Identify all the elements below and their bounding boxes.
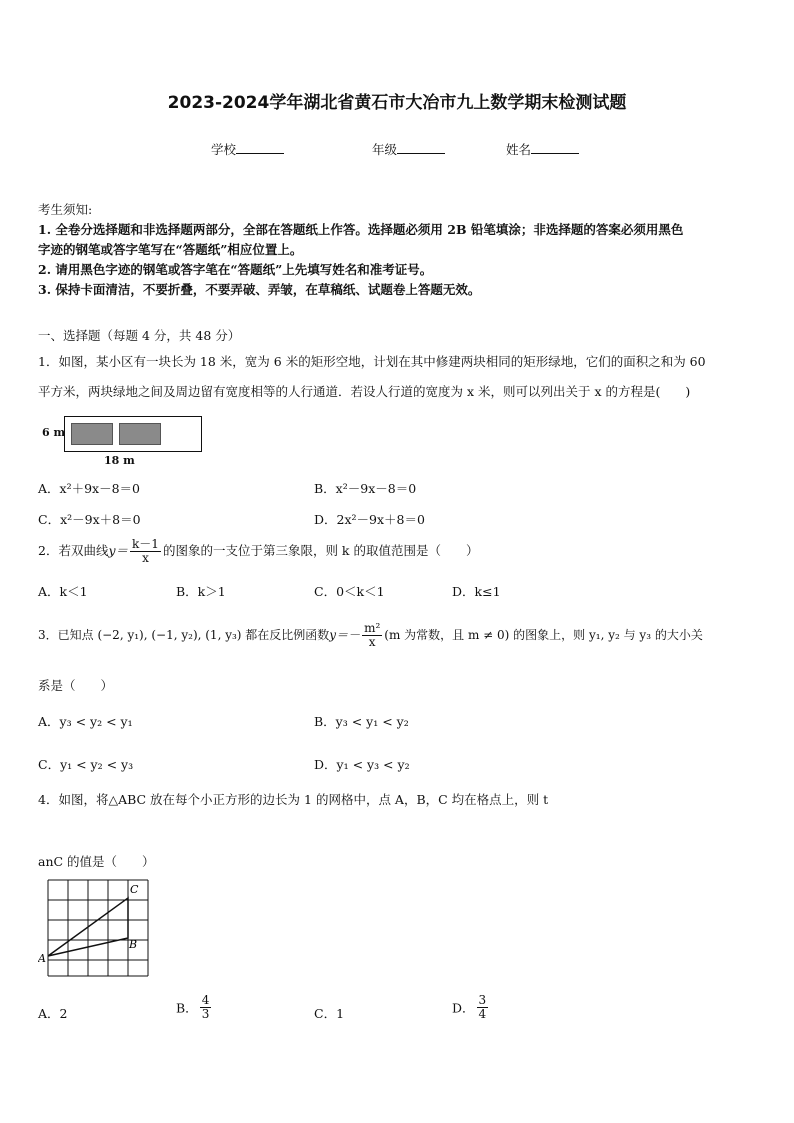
q4-b-num: 4 [201,993,210,1007]
question-2 [38,538,478,565]
q2-suffix: 的图象的一支位于第三象限，则 k 的取值范围是（ ） [162,543,479,558]
q4-option-b [176,994,213,1021]
page-title: 2023-2024学年湖北省黄石市大冶市九上数学期末检测试题 [167,93,627,113]
q1-option-b: B．x²－9x－8＝0 [314,481,417,496]
q4-label-b: B [129,938,138,951]
q2-option-a: A．k＜1 [38,584,88,599]
q4-label-a: A [38,952,46,965]
q2-fraction [130,538,161,565]
q3-frac-num: m² [364,621,381,635]
q1-option-a: A．x²＋9x－8＝0 [38,481,140,496]
q4-line1: 4．如图，将△ABC 放在每个小正方形的边长为 1 的网格中，点 A，B，C 均在格点上，则 t [38,792,549,807]
q4-label-c: C [130,883,139,896]
q3-line2: 系是（ ） [38,678,114,693]
grade-field [372,140,445,158]
q4-option-c: C．1 [314,1006,345,1021]
q3-option-c: C．y₁ < y₂ < y₃ [38,757,134,772]
q3-y-eq: y＝－ [329,628,361,642]
name-blank [531,141,579,154]
q3-fraction [362,622,382,649]
notice-item: 1. 全卷分选择题和非选择题两部分，全部在答题纸上作答。选择题必须用 2B 铅笔填涂；非选择题的答案必须用黑色 [38,222,684,237]
name-label: 姓名 [506,142,532,157]
notice-item: 2. 请用黑色字迹的钢笔或答字笔在“答题纸”上先填写姓名和准考证号。 [38,262,433,277]
q4-option-d-letter: D． [452,1000,475,1016]
notice-heading: 考生须知: [38,202,93,217]
q1-line1: 1．如图，某小区有一块长为 18 米，宽为 6 米的矩形空地，计划在其中修建两块相同的矩形绿地，它们的面积之和为 60 [38,354,706,369]
q1-rect-outline [64,416,202,452]
q4-option-d [452,994,490,1021]
q3-mid: (m 为常数，且 m ≠ 0) 的图象上，则 y₁, y₂ 与 y₃ 的大小关 [384,628,703,642]
q1-option-c: C．x²－9x＋8＝0 [38,512,141,527]
q1-green-plot-right [119,423,161,445]
notice-item: 3. 保持卡面清洁，不要折叠，不要弄破、弄皱，在草稿纸、试题卷上答题无效。 [38,282,481,297]
q3-frac-den: x [368,635,376,649]
notice-item: 字迹的钢笔或答字笔写在“答题纸”相应位置上。 [38,242,303,257]
q2-y-eq: y＝ [108,543,129,558]
question-1 [38,352,758,402]
q4-option-b-letter: B． [176,1000,198,1016]
q4-option-b-fraction [200,994,212,1021]
q4-b-den: 3 [201,1007,210,1021]
q4-option-a: A．2 [38,1006,68,1021]
q1-height-label: 6 m [42,426,66,439]
q1-green-plot-left [71,423,113,445]
name-field [506,140,579,158]
exam-notice [38,200,758,300]
q4-option-d-fraction [477,994,489,1021]
q1-width-label: 18 m [104,454,135,467]
grade-label: 年级 [372,142,398,157]
q2-prefix: 2．若双曲线 [38,543,109,558]
section-heading: 一、选择题（每题 4 分，共 48 分） [38,328,241,343]
q4-line2: anC 的值是（ ） [38,854,155,869]
q2-frac-num: k－1 [132,537,159,551]
school-blank [236,141,284,154]
q4-grid-figure [38,876,158,980]
q3-option-a: A．y₃ < y₂ < y₁ [38,714,133,729]
q2-option-d: D．k≤1 [452,584,501,599]
q4-d-num: 3 [478,993,487,1007]
grade-blank [397,141,445,154]
question-3 [38,622,703,649]
q3-prefix: 3．已知点 (−2, y₁), (−1, y₂), (1, y₃) 都在反比例函数 [38,628,330,642]
q1-line2: 平方米，两块绿地之间及周边留有宽度相等的人行通道．若设人行道的宽度为 x 米，则可以列出关于 x 的方程是( ) [38,384,691,399]
school-field [211,140,284,158]
q3-option-b: B．y₃ < y₁ < y₂ [314,714,409,729]
q1-option-d: D．2x²－9x＋8＝0 [314,512,425,527]
q2-option-c: C．0＜k＜1 [314,584,385,599]
q2-frac-den: x [142,551,149,565]
school-label: 学校 [211,142,237,157]
q1-figure [38,412,178,470]
q3-option-d: D．y₁ < y₃ < y₂ [314,757,410,772]
q4-d-den: 4 [478,1007,487,1021]
q2-option-b: B．k＞1 [176,584,226,599]
